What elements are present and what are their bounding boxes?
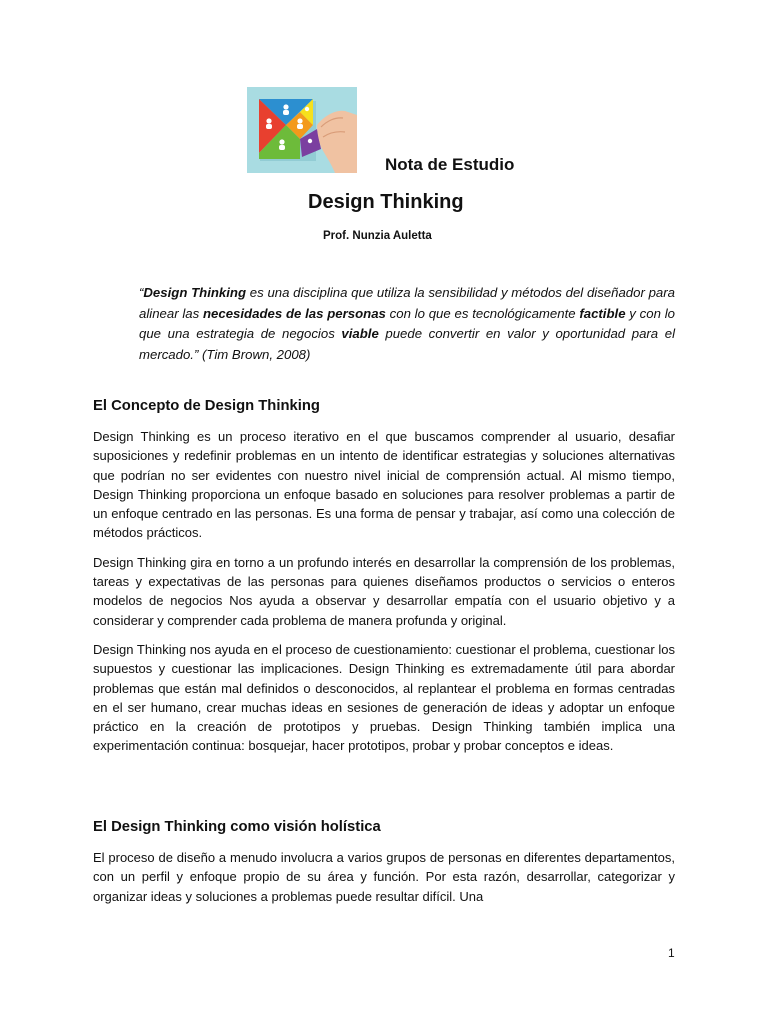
section-heading: El Design Thinking como visión holística <box>93 819 381 835</box>
quote-text: es una disciplina que utiliza la sensibilidad y métodos del diseñador para alinear las <box>139 285 675 321</box>
quote-emphasis: viable <box>341 326 379 341</box>
person-icon <box>266 118 271 123</box>
person-icon <box>297 118 302 123</box>
quote-open-mark: “ <box>139 285 144 300</box>
person-icon <box>283 104 288 109</box>
person-icon <box>279 139 284 144</box>
quote-text: y con lo que una estrategia de negocios <box>139 305 675 341</box>
page-number: 1 <box>668 946 675 960</box>
document-subtitle: Nota de Estudio <box>385 155 515 174</box>
section-paragraph: Design Thinking es un proceso iterativo en el que buscamos comprender al usuario, desafiar suposiciones y redefinir problemas en un intento de identificar estrategias y soluciones alternativas que podrían no ser evidentes con nuestro nivel inicial de comprensión actual. Al mismo tiempo, Design Thinking proporciona un enfoque basado en soluciones para resolver problemas a partir de un enfoque centrado en las personas. Es una forma de pensar y trabajar, así como una colección de métodos prácticos. <box>93 429 675 541</box>
quote-text: con lo que es tecnológicamente <box>385 305 580 321</box>
document-title: Design Thinking <box>308 191 464 213</box>
section-concepto <box>93 398 675 766</box>
person-icon <box>308 139 312 143</box>
quote-term: Design Thinking <box>143 285 247 300</box>
document-author: Prof. Nunzia Auletta <box>323 230 432 242</box>
section-paragraph: El proceso de diseño a menudo involucra a varios grupos de personas en diferentes departamentos, con un perfil y enfoque propio de su área y función. Por esta razón, desarrollar, categorizar y organizar ideas y soluciones a problemas puede resultar difícil. Una <box>93 850 675 904</box>
section-paragraph: Design Thinking nos ayuda en el proceso de cuestionamiento: cuestionar el problema, cuestionar los supuestos y cuestionar las implicaciones. Design Thinking es extremadamente útil para abordar problemas que están mal definidos o desconocidos, al replantear el problema en formas centradas en el ser humano, crear muchas ideas en sesiones de generación de ideas y adoptar un enfoque práctico en la creación de prototipos y pruebas. Design Thinking también implica una experimentación continua: bosquejar, hacer prototipos, probar y probar conceptos e ideas. <box>93 641 675 754</box>
section-vision-holistica <box>93 819 675 916</box>
quote-emphasis: factible <box>579 305 626 321</box>
tangram-hand-image <box>247 87 357 173</box>
section-paragraph: Design Thinking gira en torno a un profundo interés en desarrollar la comprensión de los problemas, tareas y expectativas de las personas para quienes diseñamos productos o servicios o enteros modelos de negocios Nos ayuda a observar y desarrollar empatía con el usuario objetivo y a considerar y comprender cada problema de manera profunda y original. <box>93 554 675 628</box>
quote-emphasis: necesidades de las personas <box>203 305 386 321</box>
section-heading: El Concepto de Design Thinking <box>93 398 320 414</box>
person-icon <box>305 107 309 111</box>
quote-text: puede convertir en valor y oportunidad para el mercado.” (Tim Brown, 2008) <box>139 326 675 362</box>
intro-quote <box>139 283 675 365</box>
